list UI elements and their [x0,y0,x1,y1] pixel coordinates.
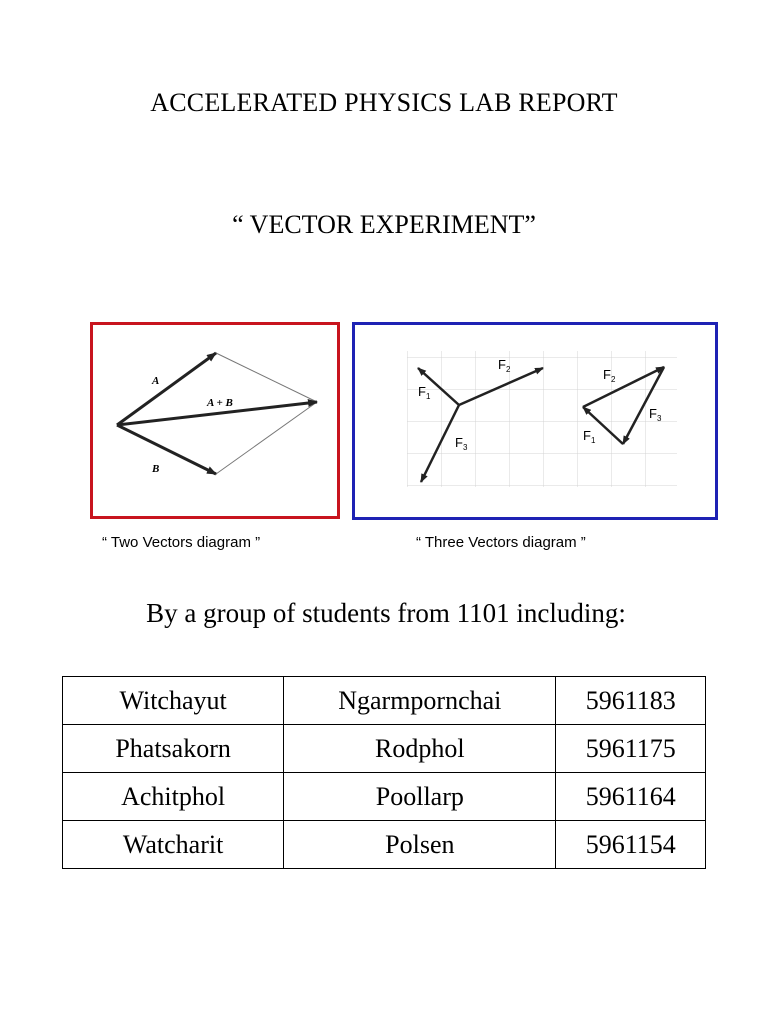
vector-sum-label: A + B [207,397,233,409]
table-row [63,821,706,869]
table-row [63,677,706,725]
left-force-f3-label: $F_3$ [455,435,468,452]
report-title: ACCELERATED PHYSICS LAB REPORT [150,88,618,117]
two-vectors-diagram [90,322,340,519]
right-force-f3-label: $F_3$ [649,406,662,423]
parallelogram-edge-top [216,353,317,402]
two-vectors-svg [93,325,337,516]
students-table [62,676,706,869]
student-last-name: Poollarp [284,773,556,821]
left-force-f1-label: $F_1$ [418,384,431,401]
byline: By a group of students from 1101 including: [146,598,626,628]
student-first-name: Achitphol [63,773,284,821]
student-last-name: Polsen [284,821,556,869]
report-subtitle: “ VECTOR EXPERIMENT” [232,210,536,239]
student-id: 5961175 [556,725,706,773]
student-id: 5961154 [556,821,706,869]
three-vectors-svg [355,325,715,517]
student-first-name: Phatsakorn [63,725,284,773]
student-last-name: Rodphol [284,725,556,773]
vector-b-label: B [152,463,160,475]
right-force-f2-label: $F_2$ [603,367,616,384]
student-first-name: Watcharit [63,821,284,869]
student-id: 5961183 [556,677,706,725]
vector-b-arrow [117,425,216,474]
left-force-f2-label: $F_2$ [498,357,511,374]
right-force-f1-label: $F_1$ [583,428,596,445]
three-vectors-caption: “ Three Vectors diagram ” [416,534,586,551]
vector-a-label: A [152,375,160,387]
student-first-name: Witchayut [63,677,284,725]
student-id: 5961164 [556,773,706,821]
student-last-name: Ngarmpornchai [284,677,556,725]
two-vectors-caption: “ Two Vectors diagram ” [102,534,261,551]
table-row [63,773,706,821]
table-row [63,725,706,773]
three-vectors-diagram [352,322,718,520]
